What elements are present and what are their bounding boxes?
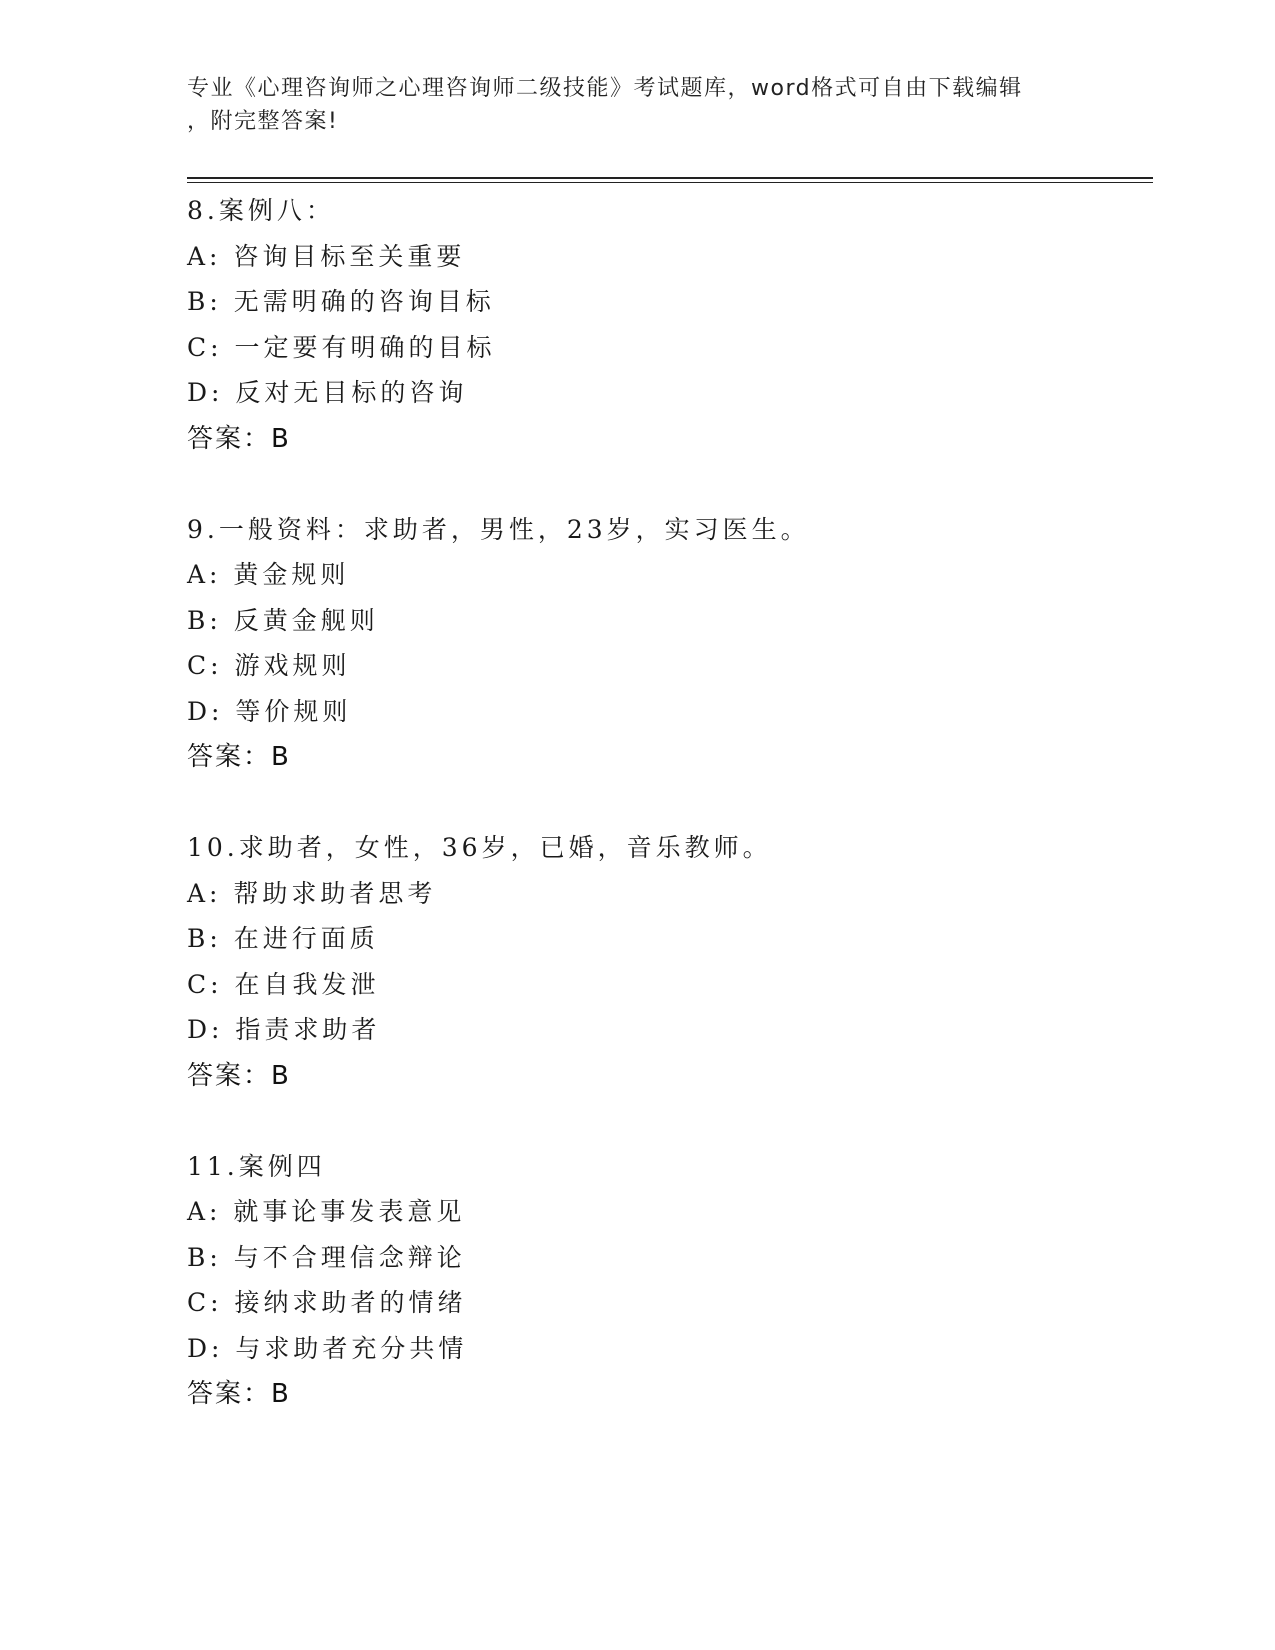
question-9	[187, 507, 1147, 781]
question-stem: 11.案例四	[187, 1151, 326, 1181]
answer-line: 答案：B	[187, 742, 291, 772]
option-a: A: 咨询目标至关重要	[187, 241, 466, 271]
header-rule-thick	[187, 177, 1153, 179]
question-list	[187, 188, 1147, 1462]
document-header	[187, 72, 1067, 138]
option-c: C: 游戏规则	[187, 651, 351, 680]
option-b: B: 与不合理信念辩论	[187, 1242, 466, 1272]
option-d: D: 等价规则	[187, 696, 352, 726]
option-d: D: 与求助者充分共情	[187, 1333, 468, 1363]
option-c: C: 在自我发泄	[187, 969, 380, 999]
option-b: B: 无需明确的咨询目标	[187, 287, 495, 316]
option-c: C: 一定要有明确的目标	[187, 332, 496, 362]
header-line-1: 专业《心理咨询师之心理咨询师二级技能》考试题库，word格式可自由下载编辑	[187, 76, 1023, 101]
option-a: A: 黄金规则	[187, 560, 350, 589]
option-c: C: 接纳求助者的情绪	[187, 1288, 467, 1317]
option-a: A: 就事论事发表意见	[187, 1197, 466, 1226]
header-rule-thin	[187, 182, 1153, 183]
header-line-2: ，附完整答案!	[187, 109, 339, 134]
question-11	[187, 1144, 1147, 1418]
option-b: B: 在进行面质	[187, 924, 379, 953]
answer-line: 答案：B	[187, 1379, 291, 1409]
answer-line: 答案：B	[187, 1060, 291, 1091]
option-d: D: 反对无目标的咨询	[187, 378, 468, 407]
option-a: A: 帮助求助者思考	[187, 878, 437, 908]
option-d: D: 指责求助者	[187, 1015, 381, 1044]
question-stem: 8.案例八：	[187, 196, 335, 225]
question-stem: 10.求助者，女性，36岁，已婚，音乐教师。	[187, 833, 772, 862]
option-b: B: 反黄金舰则	[187, 605, 379, 635]
question-10	[187, 825, 1147, 1099]
question-8	[187, 188, 1147, 462]
answer-line: 答案：B	[187, 423, 291, 454]
question-stem: 9.一般资料：求助者，男性，23岁，实习医生。	[187, 514, 810, 544]
